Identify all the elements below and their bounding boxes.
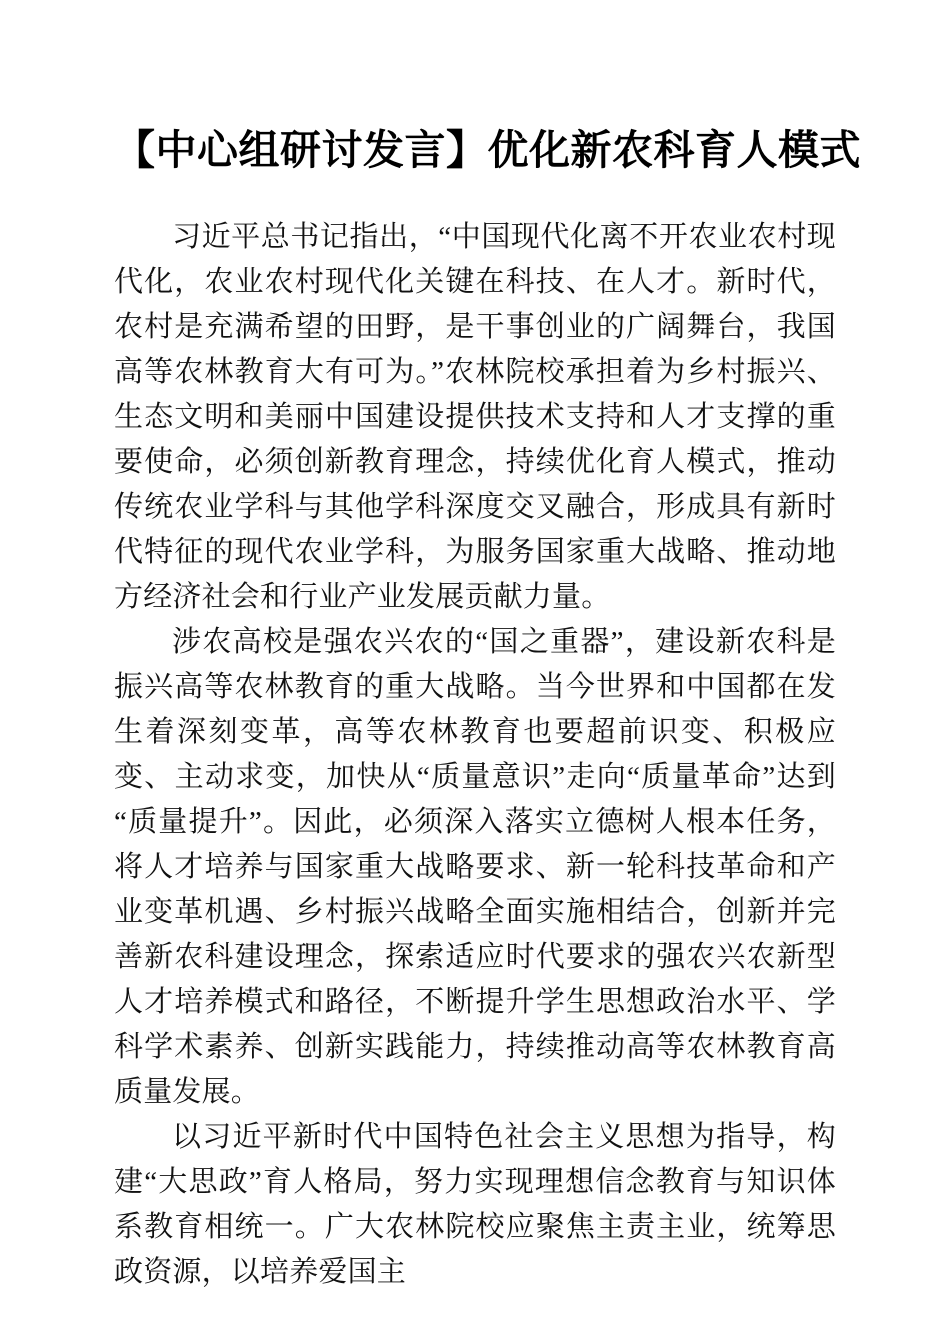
page-title: 【中心组研讨发言】优化新农科育人模式 [114,127,861,173]
body-paragraph: 习近平总书记指出，“中国现代化离不开农业农村现代化，农业农村现代化关键在科技、在人才。新时代，农村是充满希望的田野，是干事创业的广阔舞台，我国高等农林教育大有可为。”农林院校承担着为乡村振兴、生态文明和美丽中国建设提供技术支持和人才支撑的重要使命，必须创新教育理念，持续优化育人模式，推动传统农业学科与其他学科深度交叉融合，形成具有新时代特征的现代农业学科，为服务国家重大战略、推动地方经济社会和行业产业发展贡献力量。 [114,221,836,613]
page-content-area [114,0,861,1295]
body-paragraph: 以习近平新时代中国特色社会主义思想为指导，构建“大思政”育人格局，努力实现理想信念教育与知识体系教育相统一。广大农林院校应聚焦主责主业，统筹思政资源，以培养爱国主 [114,1121,836,1288]
body-paragraph: 涉农高校是强农兴农的“国之重器”，建设新农科是振兴高等农林教育的重大战略。当今世界和中国都在发生着深刻变革，高等农林教育也要超前识变、积极应变、主动求变，加快从“质量意识”走向“质量革命”达到“质量提升”。因此，必须深入落实立德树人根本任务，将人才培养与国家重大战略要求、新一轮科技革命和产业变革机遇、乡村振兴战略全面实施相结合，创新并完善新农科建设理念，探索适应时代要求的强农兴农新型人才培养模式和路径，不断提升学生思想政治水平、学科学术素养、创新实践能力，持续推动高等农林教育高质量发展。 [114,626,836,1108]
document-body [114,215,836,1295]
